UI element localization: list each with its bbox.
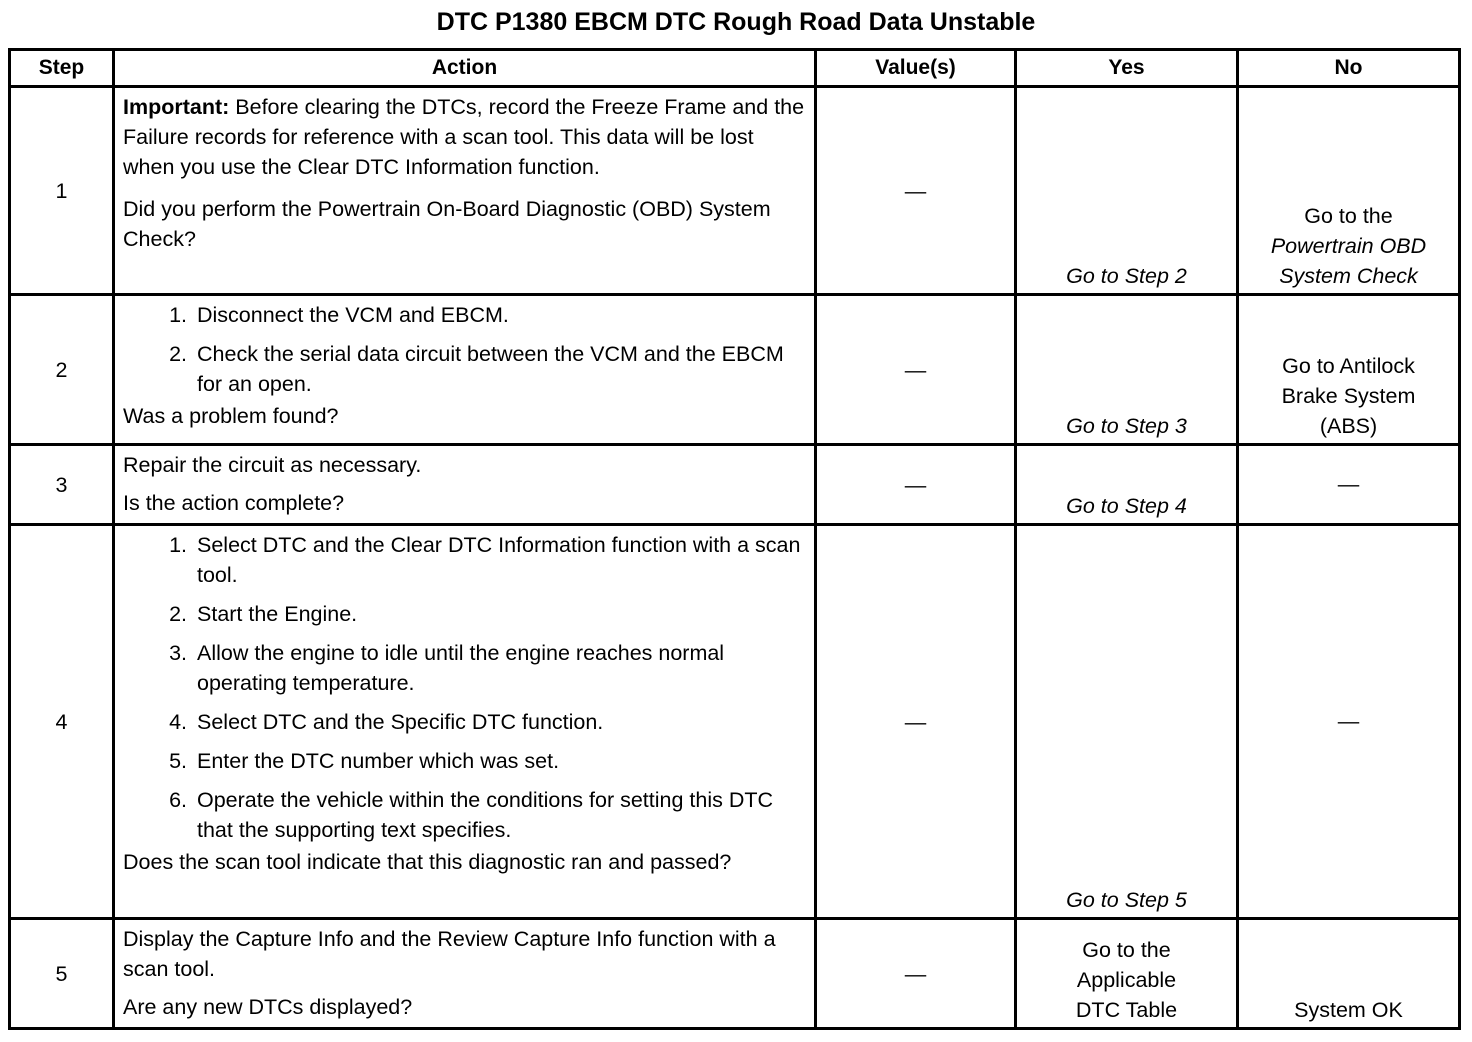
table-row	[10, 445, 1460, 525]
diagnostic-table	[8, 48, 1461, 1030]
header-values: Value(s)	[816, 50, 1016, 87]
no-cell: —	[1238, 445, 1460, 525]
step-number: 2	[10, 295, 114, 445]
action-list-item: 2. Start the Engine.	[193, 599, 808, 629]
action-cell	[114, 445, 816, 525]
value-cell: —	[816, 295, 1016, 445]
header-action: Action	[114, 50, 816, 87]
action-cell	[114, 295, 816, 445]
no-cell	[1238, 87, 1460, 295]
table-row	[10, 295, 1460, 445]
header-no: No	[1238, 50, 1460, 87]
no-text-line1: Go to the	[1304, 204, 1393, 228]
yes-cell: Go to Step 4	[1016, 445, 1238, 525]
header-step: Step	[10, 50, 114, 87]
action-list-item: 4. Select DTC and the Specific DTC function.	[193, 707, 808, 737]
no-text-line2: Powertrain OBD System Check	[1270, 234, 1427, 288]
action-text: Repair the circuit as necessary.	[123, 453, 422, 477]
action-question: Did you perform the Powertrain On-Board Diagnostic (OBD) System Check?	[123, 197, 771, 251]
important-label: Important:	[123, 95, 230, 119]
value-cell: —	[816, 525, 1016, 919]
action-question: Does the scan tool indicate that this diagnostic ran and passed?	[123, 850, 732, 874]
action-list	[123, 530, 808, 845]
no-cell: —	[1238, 525, 1460, 919]
document-title: DTC P1380 EBCM DTC Rough Road Data Unstable	[436, 8, 1036, 36]
no-cell: System OK	[1238, 919, 1460, 1029]
no-cell: Go to Antilock Brake System (ABS)	[1238, 295, 1460, 445]
action-list-item: 3. Allow the engine to idle until the engine reaches normal operating temperature.	[193, 638, 808, 698]
value-cell: —	[816, 445, 1016, 525]
table-row	[10, 919, 1460, 1029]
action-text: Display the Capture Info and the Review Capture Info function with a scan tool.	[123, 927, 776, 981]
action-cell	[114, 919, 816, 1029]
action-question: Is the action complete?	[123, 491, 345, 515]
value-cell: —	[816, 87, 1016, 295]
action-list-item: 6. Operate the vehicle within the conditions for setting this DTC that the supporting text specifies.	[193, 785, 808, 845]
table-row	[10, 87, 1460, 295]
step-number: 4	[10, 525, 114, 919]
yes-cell: Go to the Applicable DTC Table	[1016, 919, 1238, 1029]
yes-cell: Go to Step 2	[1016, 87, 1238, 295]
important-text: Before clearing the DTCs, record the Freeze Frame and the Failure records for reference with a scan tool. This data will be lost when you use the Clear DTC Information function.	[123, 95, 805, 179]
yes-cell: Go to Step 3	[1016, 295, 1238, 445]
action-question: Are any new DTCs displayed?	[123, 995, 413, 1019]
action-list-item: 2. Check the serial data circuit between the VCM and the EBCM for an open.	[193, 339, 808, 399]
header-yes: Yes	[1016, 50, 1238, 87]
action-list	[123, 300, 808, 399]
action-question: Was a problem found?	[123, 404, 339, 428]
value-cell: —	[816, 919, 1016, 1029]
action-list-item: 1. Disconnect the VCM and EBCM.	[193, 300, 808, 330]
step-number: 5	[10, 919, 114, 1029]
action-cell	[114, 87, 816, 295]
step-number: 3	[10, 445, 114, 525]
table-row	[10, 525, 1460, 919]
table-header-row	[10, 50, 1460, 87]
yes-cell: Go to Step 5	[1016, 525, 1238, 919]
step-number: 1	[10, 87, 114, 295]
important-note	[123, 92, 808, 182]
action-list-item: 1. Select DTC and the Clear DTC Information function with a scan tool.	[193, 530, 808, 590]
action-list-item: 5. Enter the DTC number which was set.	[193, 746, 808, 776]
action-cell	[114, 525, 816, 919]
